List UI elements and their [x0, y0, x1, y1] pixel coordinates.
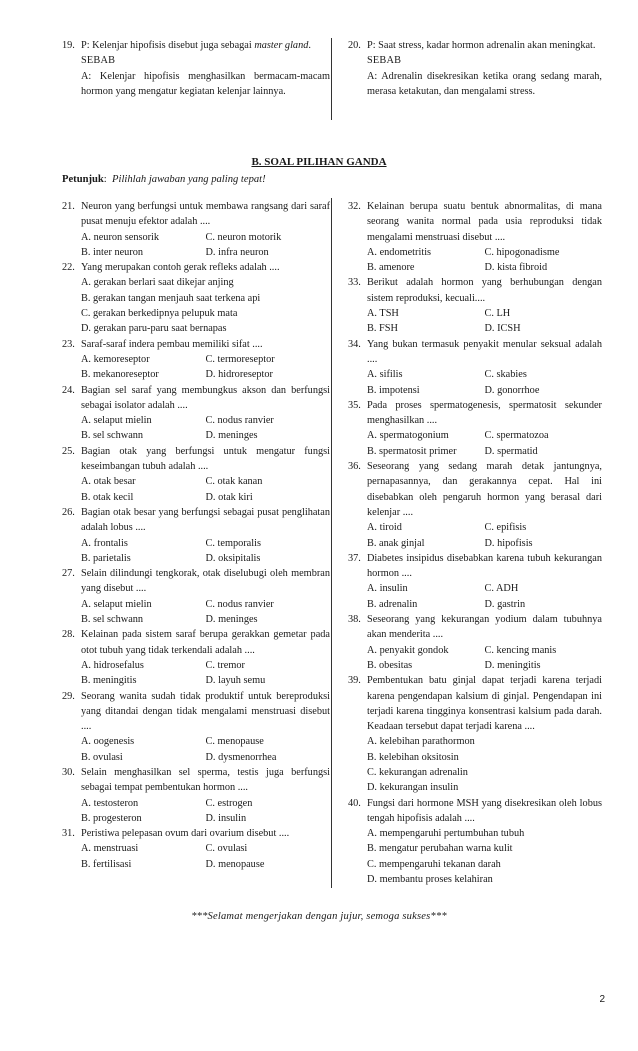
question-item [348, 551, 602, 612]
answer-option: C. mempengaruhi tekanan darah [367, 858, 501, 870]
left-question-column [62, 199, 330, 872]
instruction-label: Petunjuk [62, 174, 104, 185]
answer-option: D. gerakan paru-paru saat bernapas [81, 323, 227, 335]
question-text: Kelainan pada sistem saraf berupa gerakkan gemetar pada otot tubuh yang tidak terkendali adalah .... [81, 629, 330, 656]
answer-option: B. amenore [367, 262, 415, 274]
question-item [62, 566, 330, 627]
question-number: 28. [62, 629, 75, 641]
answer-option: A. kemoreseptor [81, 353, 150, 365]
answer-options [81, 536, 330, 567]
answer-options [81, 413, 330, 444]
answer-option: A. kelebihan parathormon [367, 736, 475, 748]
question-text: Pada proses spermatogenesis, spermatosit sekunder menghasilkan .... [367, 399, 602, 427]
question-item [62, 383, 330, 444]
question-text: Seorang wanita sudah tidak produktif untuk bereproduksi yang ditandai dengan tidak mengalami menstruasi disebut .... [81, 690, 330, 733]
question-20-statement: P: Saat stress, kadar hormon adrenalin akan meningkat. [367, 40, 596, 51]
answer-option: C. neuron motorik [205, 231, 282, 243]
answer-option: B. fertilisasi [81, 858, 132, 870]
answer-option: C. hipogonadisme [484, 246, 560, 258]
question-number: 21. [62, 201, 75, 212]
answer-options [81, 230, 330, 261]
answer-options [367, 826, 602, 887]
answer-option: D. hipofisis [484, 537, 533, 549]
answer-options [367, 367, 602, 398]
answer-option: B. mekanoreseptor [81, 369, 159, 381]
question-19-reason: A: Kelenjar hipofisis menghasilkan bermacam-macam hormon yang mengatur kegiatan kelenjar lainnya. [81, 70, 330, 97]
answer-option: B. sel schwann [81, 430, 144, 442]
answer-option: D. ICSH [484, 323, 521, 335]
question-text: Neuron yang berfungsi untuk membawa rangsang dari saraf pusat menuju efektor adalah .... [81, 201, 330, 228]
answer-option: A. neuron sensorik [81, 231, 160, 243]
question-text: Yang bukan termasuk penyakit menular seksual adalah .... [367, 338, 602, 365]
answer-options [367, 581, 602, 612]
answer-option: C. temporalis [205, 537, 261, 549]
answer-option: A. oogenesis [81, 736, 135, 748]
answer-option: B. gerakan tangan menjauh saat terkena api [81, 292, 261, 304]
instruction-text: Pilihlah jawaban yang paling tepat! [112, 174, 266, 185]
question-text: Fungsi dari hormone MSH yang disekresikan oleh lobus tengah hipofisis adalah .... [367, 797, 602, 824]
answer-options [81, 841, 330, 872]
question-text: Diabetes insipidus disebabkan karena tubuh kekurangan hormon .... [367, 552, 602, 580]
answer-options [367, 428, 602, 459]
answer-options [367, 734, 602, 795]
answer-option: D. meninges [205, 430, 258, 442]
answer-option: D. otak kiri [205, 491, 253, 503]
question-number: 23. [62, 338, 75, 350]
question-item [62, 337, 330, 383]
question-item [62, 627, 330, 688]
answer-option: A. tiroid [367, 522, 402, 534]
answer-option: A. gerakan berlari saat dikejar anjing [81, 277, 234, 289]
answer-option: C. kekurangan adrenalin [367, 766, 468, 778]
question-item [348, 199, 602, 275]
question-number: 40. [348, 797, 361, 809]
answer-option: B. adrenalin [367, 598, 418, 610]
question-text: Bagian otak besar yang berfungsi sebagai pusat penglihatan adalah lobus .... [81, 506, 330, 534]
answer-options [367, 520, 602, 551]
answer-option: D. meninges [205, 614, 258, 626]
question-number: 37. [348, 552, 361, 564]
answer-options [367, 245, 602, 276]
question-item [62, 689, 330, 765]
question-number: 36. [348, 461, 361, 473]
answer-option: D. gonorrhoe [484, 384, 540, 396]
answer-option: B. kelebihan oksitosin [367, 751, 459, 763]
question-number: 22. [62, 262, 75, 274]
top-left-column [62, 38, 330, 99]
answer-option: C. nodus ranvier [205, 415, 274, 427]
question-text: Seseorang yang kekurangan yodium dalam tubuhnya akan menderita .... [367, 614, 602, 641]
answer-option: C. estrogen [205, 797, 253, 809]
answer-option: A. mempengaruhi pertumbuhan tubuh [367, 828, 525, 840]
question-item [62, 505, 330, 566]
section-title: B. SOAL PILIHAN GANDA [251, 156, 387, 168]
answer-options [81, 275, 330, 336]
question-item [62, 260, 330, 336]
question-text: Saraf-saraf indera pembau memiliki sifat .... [81, 338, 263, 350]
column-divider-main [331, 198, 332, 888]
question-text: Yang merupakan contoh gerak refleks adalah .... [81, 262, 280, 274]
answer-option: B. inter neuron [81, 246, 144, 258]
question-item [62, 826, 330, 872]
question-item [62, 765, 330, 826]
answer-options [81, 474, 330, 505]
answer-option: C. spermatozoa [484, 430, 549, 442]
answer-options [81, 658, 330, 689]
question-item [348, 796, 602, 888]
answer-option: C. termoreseptor [205, 353, 275, 365]
question-number: 25. [62, 445, 75, 457]
answer-option: A. TSH [367, 308, 399, 320]
question-number: 34. [348, 338, 361, 350]
answer-option: D. dysmenorrhea [205, 751, 277, 763]
answer-option: B. meningitis [81, 675, 137, 687]
answer-option: C. skabies [484, 369, 527, 381]
answer-option: D. oksipitalis [205, 552, 261, 564]
column-divider-top [331, 38, 332, 120]
answer-options [367, 643, 602, 674]
question-item [348, 459, 602, 551]
question-number: 31. [62, 828, 75, 840]
question-item [62, 444, 330, 505]
sebab-label: SEBAB [81, 55, 116, 67]
question-item [348, 612, 602, 673]
answer-option: A. otak besar [81, 476, 136, 488]
question-text: Seseorang yang sedang marah detak jantungnya, pernapasannya, dan gerakannya cepat. Hal ini disebabkan oleh pengaruh hormon yang berasal dari kelenjar .... [367, 461, 602, 518]
answer-option: C. gerakan berkedipnya pelupuk mata [81, 308, 238, 320]
question-number: 38. [348, 614, 361, 626]
answer-option: D. hidroreseptor [205, 369, 273, 381]
answer-option: A. penyakit gondok [367, 644, 449, 656]
answer-option: B. anak ginjal [367, 537, 425, 549]
answer-option: B. parietalis [81, 552, 131, 564]
answer-option: C. nodus ranvier [205, 598, 274, 610]
answer-option: B. sel schwann [81, 614, 144, 626]
answer-option: A. menstruasi [81, 843, 139, 855]
answer-option: B. impotensi [367, 384, 420, 396]
answer-option: A. endometritis [367, 246, 432, 258]
sebab-label: SEBAB [367, 55, 402, 67]
answer-option: A. hidrosefalus [81, 659, 144, 671]
answer-option: D. meningitis [484, 659, 541, 671]
question-number: 32. [348, 201, 361, 212]
answer-option: D. kekurangan insulin [367, 782, 459, 794]
answer-option: D. insulin [205, 812, 247, 824]
question-item [62, 199, 330, 260]
question-number: 24. [62, 384, 75, 396]
answer-option: A. frontalis [81, 537, 128, 549]
answer-option: A. insulin [367, 583, 408, 595]
answer-option: B. FSH [367, 323, 398, 335]
answer-option: B. progesteron [81, 812, 142, 824]
question-number: 39. [348, 675, 361, 687]
answer-option: D. menopause [205, 858, 265, 870]
closing-message: ***Selamat mengerjakan dengan jujur, semoga sukses*** [191, 911, 447, 922]
instruction: Petunjuk: Pilihlah jawaban yang paling tepat! [62, 174, 266, 185]
answer-option: A. selaput mielin [81, 598, 152, 610]
answer-option: D. gastrin [484, 598, 526, 610]
question-text: Berikut adalah hormon yang berhubungan dengan sistem reproduksi, kecuali.... [367, 277, 602, 304]
answer-option: A. spermatogonium [367, 430, 449, 442]
question-number: 20. [348, 40, 361, 51]
question-item [348, 337, 602, 398]
answer-option: B. mengatur perubahan warna kulit [367, 843, 513, 855]
question-item [348, 673, 602, 795]
question-item [348, 275, 602, 336]
top-right-column [348, 38, 602, 99]
answer-option: B. ovulasi [81, 751, 123, 763]
page-number: 2 [599, 994, 605, 1005]
answer-option: C. ADH [484, 583, 519, 595]
question-text: Kelainan berupa suatu bentuk abnormalitas, di mana seorang wanita normal pada usia reproduksi tidak mengalami menstruasi disebut .... [367, 201, 602, 243]
question-number: 27. [62, 568, 75, 580]
answer-option: D. spermatid [484, 445, 538, 457]
answer-options [81, 597, 330, 628]
question-19 [62, 38, 330, 99]
answer-option: C. epifisis [484, 522, 527, 534]
question-text: Peristiwa pelepasan ovum dari ovarium disebut .... [81, 828, 290, 840]
answer-option: A. selaput mielin [81, 415, 152, 427]
answer-option: A. testosteron [81, 797, 139, 809]
question-item [348, 398, 602, 459]
answer-option: C. kencing manis [484, 644, 557, 656]
answer-option: C. tremor [205, 659, 245, 671]
right-question-column [348, 199, 602, 887]
question-20-reason: A: Adrenalin disekresikan ketika orang sedang marah, merasa ketakutan, dan mengalami stress. [367, 70, 602, 97]
question-number: 35. [348, 399, 361, 411]
answer-option: C. LH [484, 308, 511, 320]
question-number: 29. [62, 690, 75, 702]
answer-option: D. membantu proses kelahiran [367, 874, 493, 886]
question-text: Bagian otak yang berfungsi untuk mengatur fungsi keseimbangan tubuh adalah .... [81, 445, 330, 473]
question-20 [348, 38, 602, 99]
question-19-statement: P: Kelenjar hipofisis disebut juga sebagai master gland. [81, 40, 311, 51]
answer-options [81, 796, 330, 827]
answer-option: C. ovulasi [205, 843, 248, 855]
question-number: 33. [348, 277, 361, 289]
answer-option: D. infra neuron [205, 246, 269, 258]
answer-option: C. otak kanan [205, 476, 263, 488]
answer-option: A. sifilis [367, 369, 403, 381]
question-number: 19. [62, 40, 75, 51]
answer-option: B. obesitas [367, 659, 413, 671]
question-text: Bagian sel saraf yang membungkus akson dan berfungsi sebagai isolator adalah .... [81, 384, 330, 411]
answer-options [81, 734, 330, 765]
question-text: Selain dilindungi tengkorak, otak diselubugi oleh membran yang disebut .... [81, 568, 330, 595]
answer-option: B. otak kecil [81, 491, 134, 503]
answer-option: D. kista fibroid [484, 262, 548, 274]
question-number: 30. [62, 766, 75, 778]
answer-option: C. menopause [205, 736, 264, 748]
question-text: Pembentukan batu ginjal dapat terjadi karena terjadi karena pengendapan kalsium di ginjal. Pengendapan ini terjadi karena tingginya konsentrasi kalsium pada darah. Keadaan tersebut dapat terjadi karena .... [367, 675, 602, 733]
answer-options [81, 352, 330, 383]
question-number: 26. [62, 506, 75, 518]
question-text: Selain menghasilkan sel sperma, testis juga berfungsi sebagai tempat pembentukan hormon .... [81, 766, 330, 794]
answer-option: D. layuh semu [205, 675, 266, 687]
answer-option: B. spermatosit primer [367, 445, 457, 457]
answer-options [367, 306, 602, 337]
